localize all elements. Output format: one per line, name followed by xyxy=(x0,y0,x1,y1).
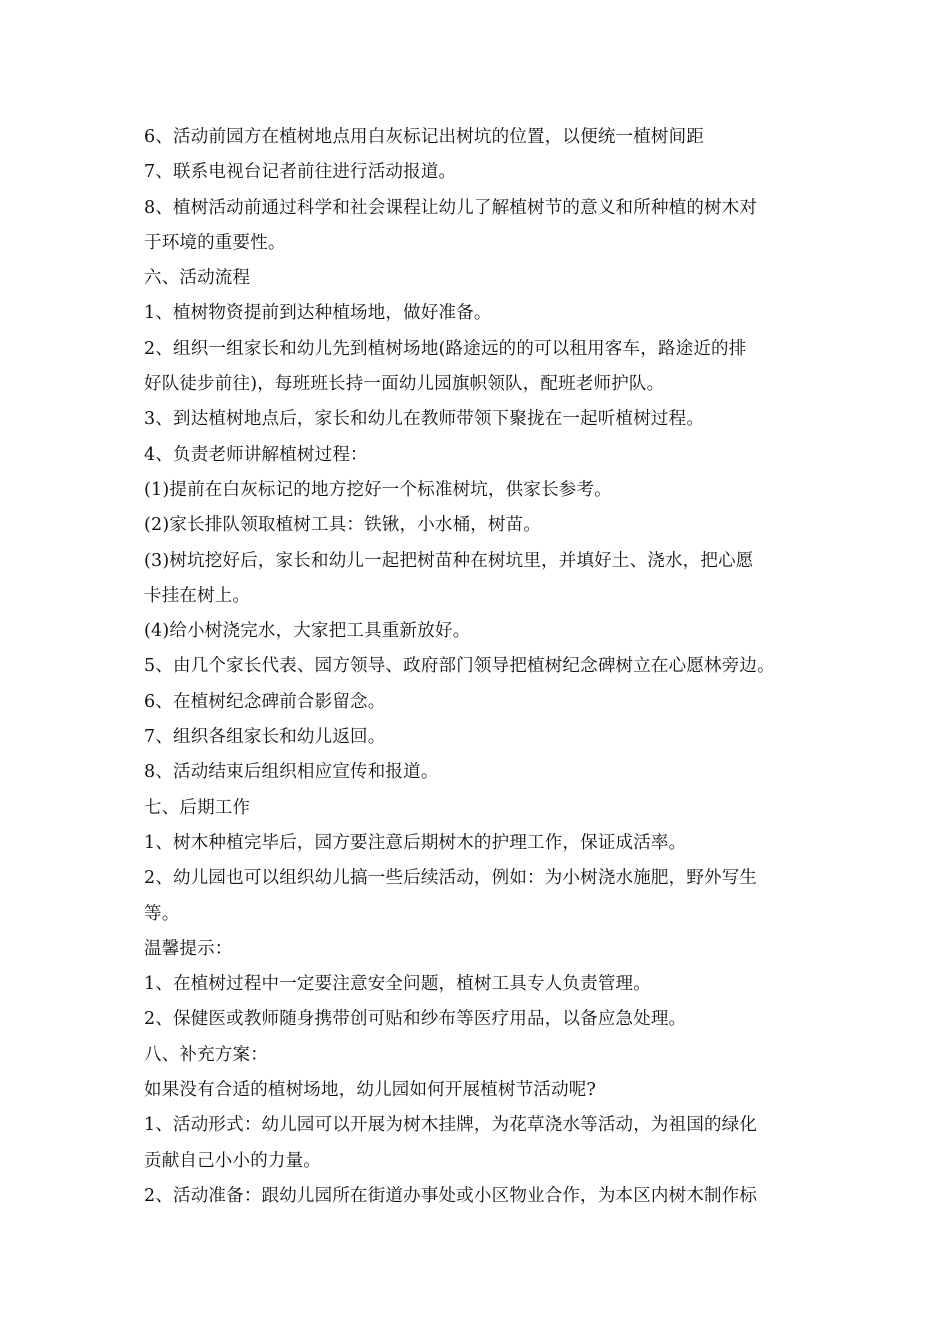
text-line: 于环境的重要性。 xyxy=(144,232,286,253)
text-line: 1、活动形式：幼儿园可以开展为树木挂牌，为花草浇水等活动，为祖国的绿化 xyxy=(144,1115,758,1136)
text-line: 卡挂在树上。 xyxy=(144,585,251,606)
text-line: 2、幼儿园也可以组织幼儿搞一些后续活动，例如：为小树浇水施肥，野外写生 xyxy=(144,868,758,889)
text-line: 4、负责老师讲解植树过程： xyxy=(144,444,368,465)
section-heading: 八、补充方案： xyxy=(144,1044,268,1065)
section-heading: 六、活动流程 xyxy=(144,268,251,289)
text-line: (4)给小树浇完水，大家把工具重新放好。 xyxy=(144,621,471,642)
text-line: 6、活动前园方在植树地点用白灰标记出树坑的位置，以便统一植树间距 xyxy=(144,127,705,147)
text-line: 7、联系电视台记者前往进行活动报道。 xyxy=(144,162,457,183)
text-line: (3)树坑挖好后，家长和幼儿一起把树苗种在树坑里，并填好土、浇水，把心愿 xyxy=(144,550,754,571)
text-line: 7、组织各组家长和幼儿返回。 xyxy=(144,727,386,748)
document-body xyxy=(144,120,824,1214)
text-line: 2、保健医或教师随身携带创可贴和纱布等医疗用品，以备应急处理。 xyxy=(144,1009,687,1030)
text-line: 1、树木种植完毕后，园方要注意后期树木的护理工作，保证成活率。 xyxy=(144,832,687,853)
tips-heading: 温馨提示： xyxy=(144,938,233,959)
text-line: 贡献自己小小的力量。 xyxy=(144,1150,321,1171)
text-line: (1)提前在白灰标记的地方挖好一个标准树坑，供家长参考。 xyxy=(144,479,612,500)
text-line: 1、植树物资提前到达种植场地，做好准备。 xyxy=(144,303,492,324)
text-line: 2、活动准备：跟幼儿园所在街道办事处或小区物业合作，为本区内树木制作标 xyxy=(144,1185,758,1206)
text-line: 等。 xyxy=(144,903,180,924)
text-line: 1、在植树过程中一定要注意安全问题，植树工具专人负责管理。 xyxy=(144,974,651,995)
section-heading: 七、后期工作 xyxy=(144,797,251,818)
text-line: 6、在植树纪念碑前合影留念。 xyxy=(144,691,386,712)
text-line: 3、到达植树地点后，家长和幼儿在教师带领下聚拢在一起听植树过程。 xyxy=(144,409,705,430)
text-line: 如果没有合适的植树场地，幼儿园如何开展植树节活动呢? xyxy=(144,1080,597,1101)
text-line: 8、植树活动前通过科学和社会课程让幼儿了解植树节的意义和所种植的树木对 xyxy=(144,197,758,218)
text-line: 5、由几个家长代表、园方领导、政府部门领导把植树纪念碑树立在心愿林旁边。 xyxy=(144,656,775,677)
text-line: 2、组织一组家长和幼儿先到植树场地(路途远的的可以租用客车，路途近的排 xyxy=(144,338,747,359)
text-line: 好队徒步前往)，每班班长持一面幼儿园旗帜领队，配班老师护队。 xyxy=(144,374,665,395)
text-line: 8、活动结束后组织相应宣传和报道。 xyxy=(144,762,439,783)
text-line: (2)家长排队领取植树工具：铁锹，小水桶，树苗。 xyxy=(144,515,542,536)
